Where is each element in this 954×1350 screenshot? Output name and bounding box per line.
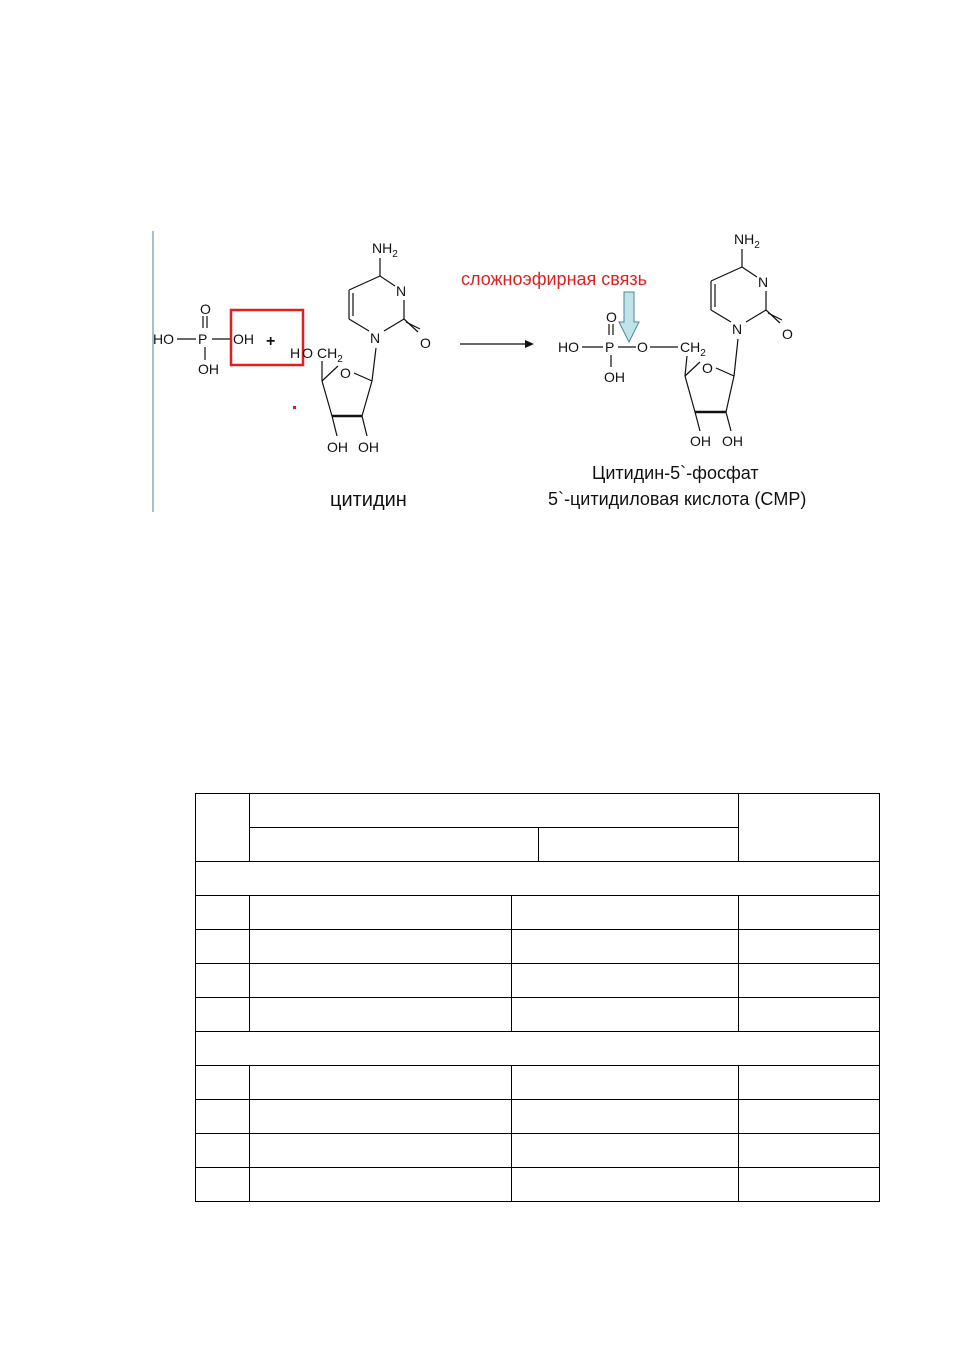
header-row-1	[196, 794, 880, 828]
label-oh-3: OH	[358, 439, 379, 455]
label-ho-5: H O	[290, 345, 314, 361]
table-row	[196, 1066, 880, 1100]
table-row	[196, 1134, 880, 1168]
cmp-structure	[558, 231, 793, 449]
label-ho-p: HO	[558, 339, 579, 355]
label-p: P	[198, 331, 208, 347]
label-p-product: P	[605, 339, 615, 355]
table-row	[196, 930, 880, 964]
label-oh-2-product: OH	[690, 433, 711, 449]
header-subcell-a	[250, 828, 539, 862]
label-o-top-product: O	[606, 309, 617, 325]
cytidine-structure	[290, 240, 431, 455]
label-n1: N	[370, 330, 381, 346]
plus-sign: +	[266, 333, 276, 350]
label-n3-product: N	[758, 274, 769, 290]
section-row-1	[196, 862, 880, 896]
label-oh-right: OH	[233, 331, 254, 347]
header-cell-num	[196, 794, 250, 862]
bond-arrow-icon	[619, 292, 639, 342]
label-oh-2: OH	[327, 439, 348, 455]
label-o-ring: O	[340, 365, 351, 381]
red-dot	[293, 406, 296, 409]
label-ch2-product: $CH_2$	[680, 339, 706, 359]
label-o-ester: O	[637, 339, 648, 355]
bond-label: сложноэфирная связь	[461, 269, 648, 289]
section-row-2	[196, 1032, 880, 1066]
label-ch2: $CH_2$	[317, 345, 343, 365]
label-n3: N	[396, 283, 407, 299]
label-o-top: O	[200, 301, 211, 317]
table-row	[196, 1168, 880, 1202]
header-subcell-b	[539, 828, 739, 862]
reaction-diagram	[150, 226, 890, 518]
data-table	[195, 793, 880, 1202]
label-nh2: $NH_2$	[372, 240, 398, 260]
label-nh2-product: $NH_2$	[734, 231, 760, 251]
product-alt-name: 5`-цитидиловая кислота (CMP)	[548, 489, 807, 509]
label-o-keto: O	[420, 335, 431, 351]
label-oh-3-product: OH	[722, 433, 743, 449]
table-row	[196, 964, 880, 998]
reactant-name: цитидин	[330, 489, 407, 511]
section-cell-1	[196, 862, 880, 896]
product-name: Цитидин-5`-фосфат	[592, 463, 759, 483]
reaction-svg	[150, 226, 890, 518]
header-cell-last	[739, 794, 880, 862]
table-row	[196, 1100, 880, 1134]
table-row	[196, 896, 880, 930]
section-cell-2	[196, 1032, 880, 1066]
label-oh-bottom: OH	[198, 361, 219, 377]
label-o-ring-product: O	[702, 360, 713, 376]
label-o-keto-product: O	[782, 326, 793, 342]
data-table-container	[195, 793, 879, 1202]
header-cell-group	[250, 794, 739, 828]
label-oh-product: OH	[604, 369, 625, 385]
table-row	[196, 998, 880, 1032]
label-ho: HO	[153, 331, 174, 347]
label-n1-product: N	[732, 321, 743, 337]
reaction-arrow	[460, 340, 534, 348]
